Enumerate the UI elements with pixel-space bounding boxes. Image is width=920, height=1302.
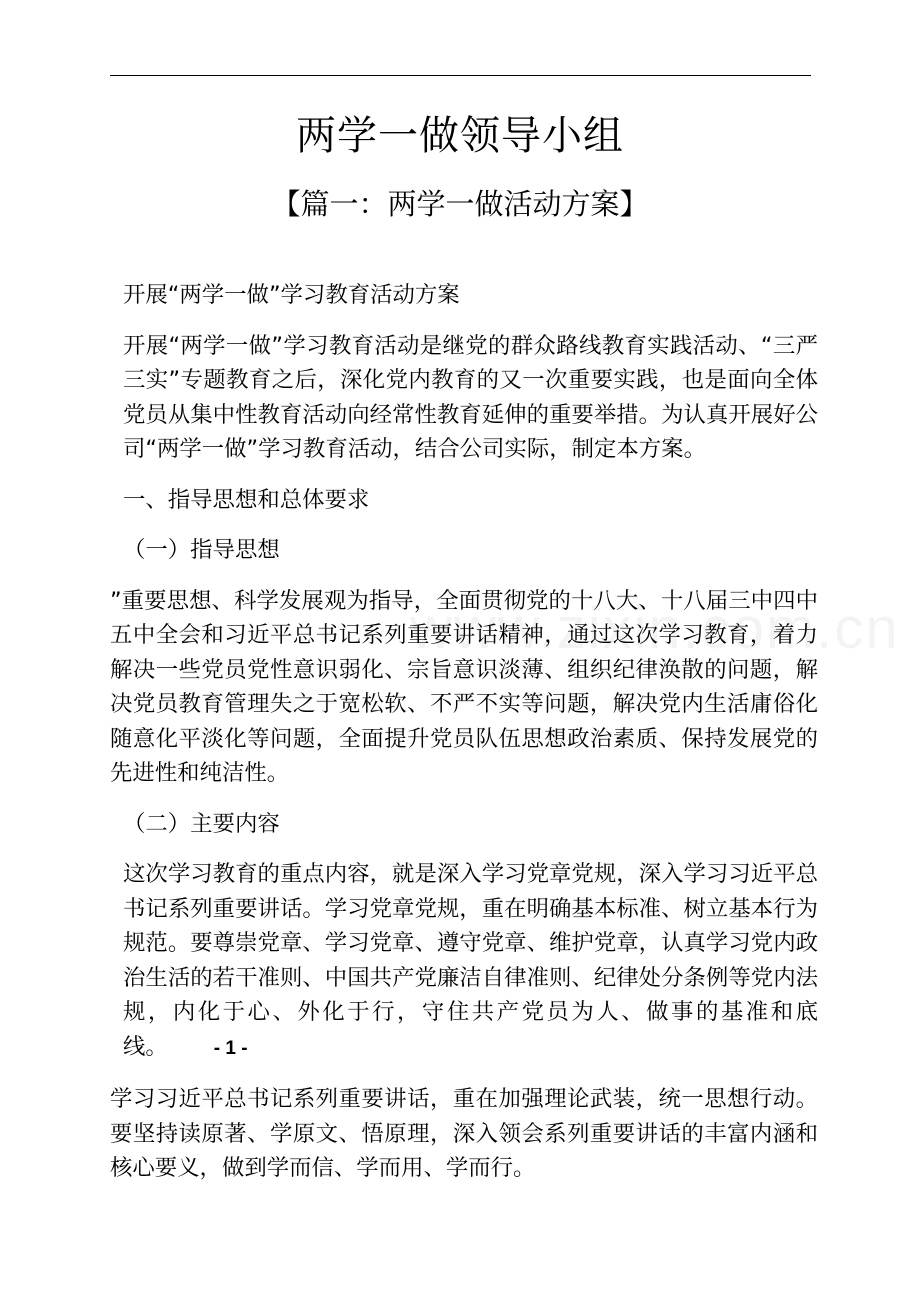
guiding-thought-paragraph: ”重要思想、科学发展观为指导，全面贯彻党的十八大、十八届三中四中五中全会和习近平总书记系列重要讲话精神，通过这次学习教育，着力解决一些党员党性意识弱化、宗旨意识淡薄、组织纪律涣散的问题，解决党员教育管理失之于宽松软、不严不实等问题，解决党内生活庸俗化随意化平淡化等问题，全面提升党员队伍思想政治素质、保持发展党的先进性和纯洁性。 [110, 587, 818, 786]
document-title: 两学一做领导小组 [296, 113, 624, 159]
main-content-paragraph [110, 857, 818, 1066]
subsection-heading-2: （二）主要内容 [123, 810, 280, 837]
document-body [110, 278, 818, 1202]
document-subtitle: 【篇一：两学一做活动方案】 [271, 187, 649, 221]
speech-study-paragraph: 学习习近平总书记系列重要讲话，重在加强理论武装，统一思想行动。要坚持读原著、学原文、悟原理，深入领会系列重要讲话的丰富内涵和核心要义，做到学而信、学而用、学而行。 [110, 1086, 818, 1181]
section-heading-1: 一、指导思想和总体要求 [123, 486, 370, 513]
main-content-text: 这次学习教育的重点内容，就是深入学习党章党规，深入学习习近平总书记系列重要讲话。学习党章党规，重在明确基本标准、树立基本行为规范。要尊崇党章、学习党章、遵守党章、维护党章，认真学习党内政治生活的若干准则、中国共产党廉洁自律准则、纪律处分条例等党内法规，内化于心、外化于行，守住共产党员为人、做事的基准和底线。 [123, 861, 818, 1060]
header-rule [110, 75, 811, 76]
page-number: - 1 - [213, 1037, 248, 1059]
plan-heading: 开展“两学一做”学习教育活动方案 [123, 282, 460, 308]
subsection-heading-1: （一）指导思想 [123, 537, 280, 563]
intro-paragraph: 开展“两学一做”学习教育活动是继党的群众路线教育实践活动、“三严三实”专题教育之后，深化党内教育的又一次重要实践，也是面向全体党员从集中性教育活动向经常性教育延伸的重要举措。为认真开展好公司“两学一做”学习教育活动，结合公司实际，制定本方案。 [123, 332, 818, 462]
